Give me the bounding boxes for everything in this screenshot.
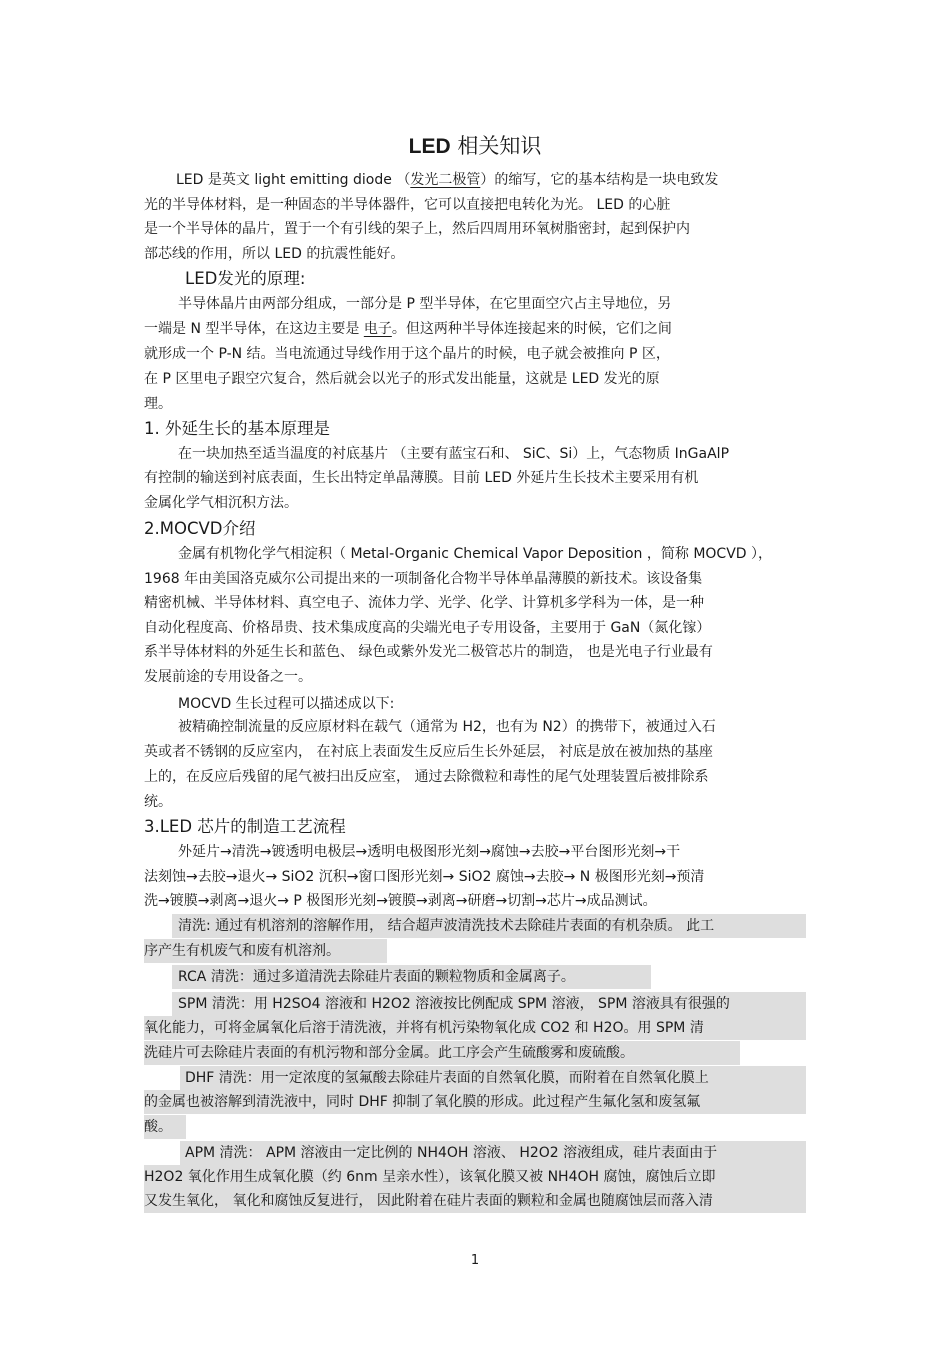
clean-step-line-2: 序产生有机废气和废有机溶剂。 [144,943,340,959]
section2-p2-line-1: MOCVD 生长过程可以描述成以下: [178,696,395,712]
intro-line-1: LED 是英文 light emitting diode （发光二极管）的缩写，它的基本结构是一块电致发 [176,172,719,188]
rca-clean-line-1: RCA 清洗：通过多道清洗去除硅片表面的颗粒物质和金属离子。 [178,969,575,985]
intro-line-3: 是一个半导体的晶片，置于一个有引线的架子上，然后四周用环氧树脂密封，起到保护内 [144,221,690,237]
section2-p2-line-2: 被精确控制流量的反应原材料在载气（通常为 H2，也有为 N2）的携带下，被通过入石 [178,719,716,735]
spm-clean-line-3: 洗硅片可去除硅片表面的有机污物和部分金属。此工序会产生硫酸雾和废硫酸。 [144,1045,634,1061]
led-link[interactable]: 发光二极管 [410,172,481,188]
apm-clean-line-3: 又发生氧化， 氧化和腐蚀反复进行， 因此附着在硅片表面的颗粒和金属也随腐蚀层而落入清 [144,1193,713,1209]
heading-section-1: 1. 外延生长的基本原理是 [144,419,330,438]
spm-clean-line-2: 氧化能力，可将金属氧化后溶于清洗液，并将有机污染物氧化成 CO2 和 H2O。用 SPM 清 [144,1020,704,1036]
section2-p2-line-4: 上的，在反应后残留的尾气被扫出反应室， 通过去除微粒和毒性的尾气处理装置后被排除系 [144,769,709,785]
apm-clean-line-2: H2O2 氧化作用生成氧化膜（约 6nm 呈亲水性），该氧化膜又被 NH4OH 腐蚀，腐蚀后立即 [144,1169,716,1185]
section3-line-1: 外延片→清洗→镀透明电极层→透明电极图形光刻→腐蚀→去胶→平台图形光刻→干 [178,844,681,860]
section2-line-6: 发展前途的专用设备之一。 [144,669,312,685]
section2-line-5: 系半导体材料的外延生长和蓝色、 绿色或紫外发光二极管芯片的制造， 也是光电子行业最有 [144,644,713,660]
section3-line-3: 洗→镀膜→剥离→退火→ P 极图形光刻→镀膜→剥离→研磨→切割→芯片→成品测试。 [144,893,657,909]
principle-line-5: 理。 [144,396,172,412]
page-title: LED 相关知识 [408,134,542,158]
section2-line-4: 自动化程度高、价格昂贵、技术集成度高的尖端光电子专用设备，主要用于 GaN（氮化镓） [144,620,711,636]
principle-line-1: 半导体晶片由两部分组成，一部分是 P 型半导体，在它里面空穴占主导地位，另 [178,296,672,312]
section2-p2-line-5: 统。 [144,794,172,810]
dhf-clean-line-2: 的金属也被溶解到清洗液中，同时 DHF 抑制了氧化膜的形成。此过程产生氟化氢和废氢氟 [144,1094,701,1110]
section2-p2-line-3: 英或者不锈钢的反应室内， 在衬底上表面发生反应后生长外延层， 衬底是放在被加热的基座 [144,744,713,760]
electron-link[interactable]: 电子 [363,321,392,337]
spm-clean-line-1: SPM 清洗：用 H2SO4 溶液和 H2O2 溶液按比例配成 SPM 溶液， SPM 溶液具有很强的 [178,996,730,1012]
page-number: 1 [470,1253,480,1268]
dhf-clean-line-3: 酸。 [144,1119,172,1135]
principle-line-3: 就形成一个 P-N 结。当电流通过导线作用于这个晶片的时候，电子就会被推向 P 区， [144,346,670,362]
heading-principle: LED发光的原理: [185,269,306,288]
section1-line-3: 金属化学气相沉积方法。 [144,495,298,511]
heading-section-3: 3.LED 芯片的制造工艺流程 [144,817,346,836]
dhf-clean-line-1: DHF 清洗：用一定浓度的氢氟酸去除硅片表面的自然氧化膜，而附着在自然氧化膜上 [185,1070,709,1086]
clean-step-line-1: 清洗: 通过有机溶剂的溶解作用， 结合超声波清洗技术去除硅片表面的有机杂质。 此工 [178,918,715,934]
intro-line-4: 部芯线的作用，所以 LED 的抗震性能好。 [144,246,405,262]
section1-line-1: 在一块加热至适当温度的衬底基片 （主要有蓝宝石和、 SiC、Si）上，气态物质 InGaAlP [178,446,730,462]
principle-line-2: 一端是 N 型半导体，在这边主要是 电子。但这两种半导体连接起来的时候，它们之间 [144,321,672,337]
section2-line-3: 精密机械、半导体材料、真空电子、流体力学、光学、化学、计算机多学科为一体，是一种 [144,595,704,611]
section1-line-2: 有控制的输送到衬底表面，生长出特定单晶薄膜。目前 LED 外延片生长技术主要采用有机 [144,470,699,486]
section2-line-2: 1968 年由美国洛克威尔公司提出来的一项制备化合物半导体单晶薄膜的新技术。该设备集 [144,571,703,587]
intro-line-2: 光的半导体材料，是一种固态的半导体器件，它可以直接把电转化为光。 LED 的心脏 [144,197,671,213]
apm-clean-line-1: APM 清洗： APM 溶液由一定比例的 NH4OH 溶液、 H2O2 溶液组成，硅片表面由于 [185,1145,718,1161]
section3-line-2: 法刻蚀→去胶→退火→ SiO2 沉积→窗口图形光刻→ SiO2 腐蚀→去胶→ N 极图形光刻→预清 [144,869,705,885]
section2-line-1: 金属有机物化学气相淀积（ Metal-Organic Chemical Vapor Deposition ，简称 MOCVD ）， [178,546,773,562]
heading-section-2: 2.MOCVD介绍 [144,519,256,538]
principle-line-4: 在 P 区里电子跟空穴复合，然后就会以光子的形式发出能量，这就是 LED 发光的原 [144,371,660,387]
